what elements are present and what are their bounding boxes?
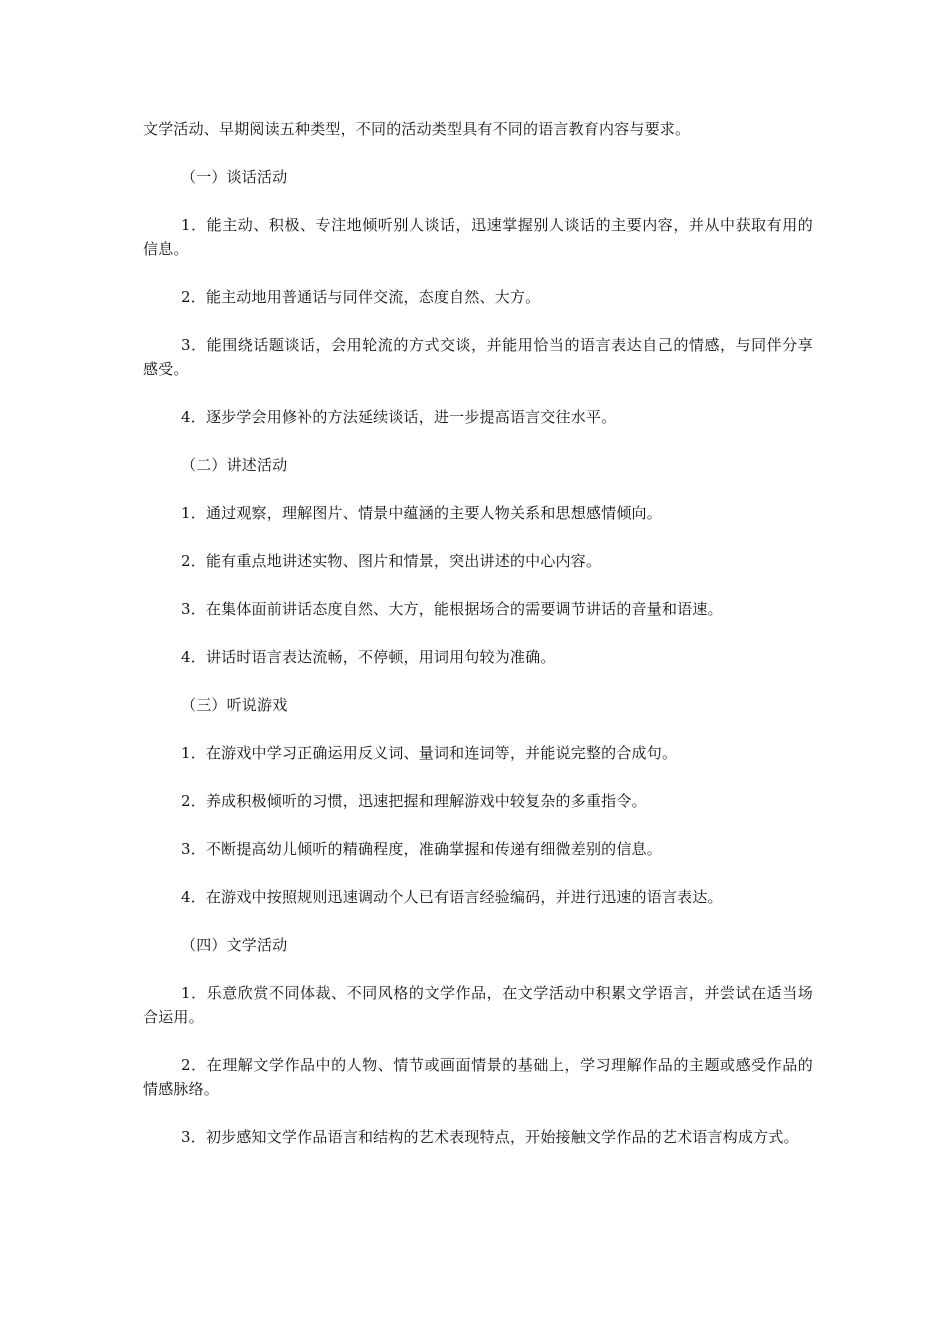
section-heading-literature-activity: （四）文学活动	[181, 936, 288, 954]
section-heading-talk-activity: （一）谈话活动	[181, 168, 288, 186]
list-item: 3．在集体面前讲话态度自然、大方，能根据场合的需要调节讲话的音量和语速。	[181, 600, 723, 618]
list-item: 2．在理解文学作品中的人物、情节或画面情景的基础上，学习理解作品的主题或感受作品的情感脉络。	[143, 1056, 813, 1098]
section-heading-listening-game: （三）听说游戏	[181, 696, 288, 714]
list-item: 1．通过观察，理解图片、情景中蕴涵的主要人物关系和思想感情倾向。	[181, 504, 662, 522]
paragraph-continuation: 文学活动、早期阅读五种类型，不同的活动类型具有不同的语言教育内容与要求。	[143, 120, 691, 138]
list-item: 2．能有重点地讲述实物、图片和情景，突出讲述的中心内容。	[181, 552, 602, 570]
list-item: 3．不断提高幼儿倾听的精确程度，准确掌握和传递有细微差别的信息。	[181, 840, 662, 858]
list-item: 2．能主动地用普通话与同伴交流，态度自然、大方。	[181, 288, 541, 306]
section-heading-narration-activity: （二）讲述活动	[181, 456, 288, 474]
list-item: 1．能主动、积极、专注地倾听别人谈话，迅速掌握别人谈话的主要内容，并从中获取有用的信息。	[143, 216, 813, 258]
document-body	[143, 117, 813, 1173]
list-item: 4．逐步学会用修补的方法延续谈话，进一步提高语言交往水平。	[181, 408, 617, 426]
list-item: 4．在游戏中按照规则迅速调动个人已有语言经验编码，并进行迅速的语言表达。	[181, 888, 723, 906]
list-item: 3．能围绕话题谈话，会用轮流的方式交谈，并能用恰当的语言表达自己的情感，与同伴分享感受。	[143, 336, 813, 378]
list-item: 1．在游戏中学习正确运用反义词、量词和连词等，并能说完整的合成句。	[181, 744, 678, 762]
list-item: 3．初步感知文学作品语言和结构的艺术表现特点，开始接触文学作品的艺术语言构成方式。	[181, 1128, 799, 1146]
list-item: 4．讲话时语言表达流畅，不停顿，用词用句较为准确。	[181, 648, 556, 666]
list-item: 2．养成积极倾听的习惯，迅速把握和理解游戏中较复杂的多重指令。	[181, 792, 647, 810]
list-item: 1．乐意欣赏不同体裁、不同风格的文学作品，在文学活动中积累文学语言，并尝试在适当场合运用。	[143, 984, 813, 1026]
